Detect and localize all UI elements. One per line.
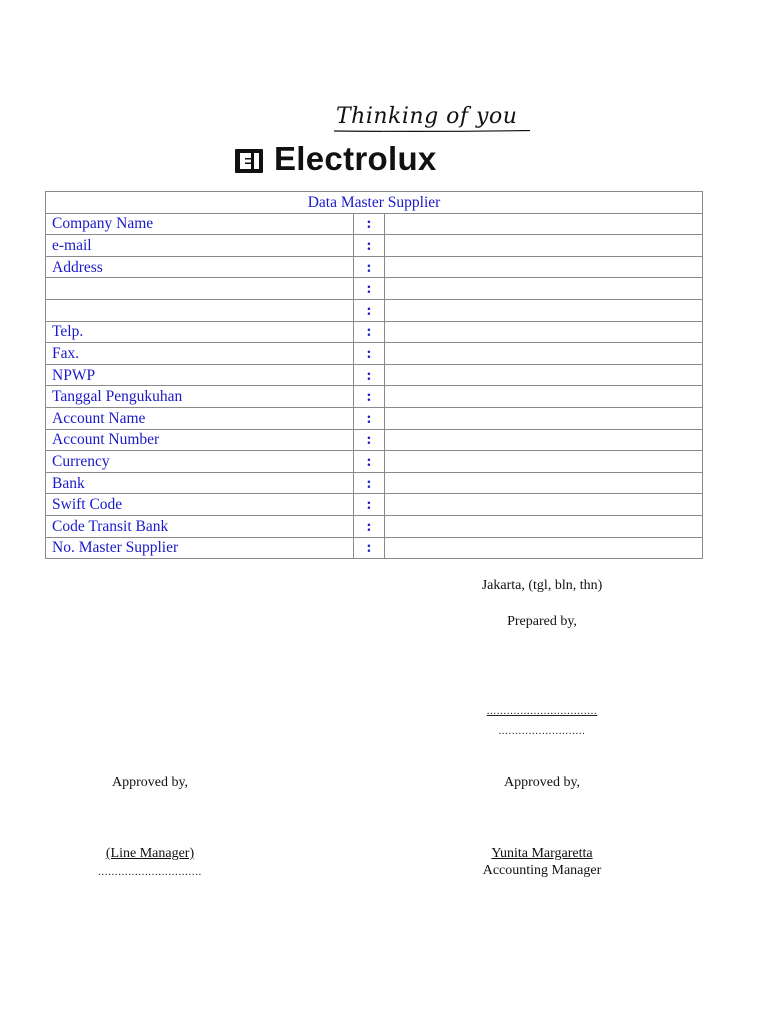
table-title: Data Master Supplier xyxy=(46,192,703,214)
field-label: Company Name xyxy=(46,213,354,235)
field-value[interactable] xyxy=(385,213,703,235)
tagline-swoosh xyxy=(334,130,530,132)
accounting-manager-title: Accounting Manager xyxy=(482,863,602,878)
table-row xyxy=(46,429,703,451)
field-label: Currency xyxy=(46,451,354,473)
tagline: Thinking of you xyxy=(336,104,518,129)
field-separator: : xyxy=(354,494,385,516)
field-value[interactable] xyxy=(385,364,703,386)
table-row xyxy=(46,407,703,429)
field-value[interactable] xyxy=(385,321,703,343)
field-separator: : xyxy=(354,407,385,429)
table-row xyxy=(46,494,703,516)
table-row xyxy=(46,278,703,300)
field-label: Account Name xyxy=(46,407,354,429)
field-value[interactable] xyxy=(385,407,703,429)
field-value[interactable] xyxy=(385,278,703,300)
approved-by-left-label: Approved by, xyxy=(111,775,189,790)
table-row xyxy=(46,299,703,321)
field-separator: : xyxy=(354,213,385,235)
field-separator: : xyxy=(354,278,385,300)
field-label: e-mail xyxy=(46,235,354,257)
table-row xyxy=(46,472,703,494)
table-row xyxy=(46,213,703,235)
field-label xyxy=(46,299,354,321)
field-separator: : xyxy=(354,299,385,321)
field-separator: : xyxy=(354,256,385,278)
line-manager-name: (Line Manager) xyxy=(105,846,195,861)
field-label: Tanggal Pengukuhan xyxy=(46,386,354,408)
prepared-by-label: Prepared by, xyxy=(507,614,577,629)
supplier-data-table xyxy=(45,191,703,559)
table-row xyxy=(46,256,703,278)
field-value[interactable] xyxy=(385,343,703,365)
table-title-row xyxy=(46,192,703,214)
field-value[interactable] xyxy=(385,256,703,278)
field-label: Account Number xyxy=(46,429,354,451)
field-value[interactable] xyxy=(385,235,703,257)
table-row xyxy=(46,537,703,559)
field-separator: : xyxy=(354,537,385,559)
table-row xyxy=(46,235,703,257)
field-label: NPWP xyxy=(46,364,354,386)
field-separator: : xyxy=(354,343,385,365)
field-value[interactable] xyxy=(385,537,703,559)
field-separator: : xyxy=(354,235,385,257)
brand-name: Electrolux xyxy=(274,140,437,177)
field-separator: : xyxy=(354,321,385,343)
line-manager-title-line: ............................... xyxy=(98,866,202,878)
place-date: Jakarta, (tgl, bln, thn) xyxy=(481,578,603,593)
field-label: No. Master Supplier xyxy=(46,537,354,559)
field-label: Swift Code xyxy=(46,494,354,516)
approved-by-right-label: Approved by, xyxy=(503,775,581,790)
field-label: Fax. xyxy=(46,343,354,365)
field-label: Telp. xyxy=(46,321,354,343)
field-value[interactable] xyxy=(385,515,703,537)
field-value[interactable] xyxy=(385,451,703,473)
field-separator: : xyxy=(354,472,385,494)
accounting-manager-name: Yunita Margaretta xyxy=(491,846,593,861)
field-separator: : xyxy=(354,515,385,537)
table-row xyxy=(46,451,703,473)
field-separator: : xyxy=(354,451,385,473)
field-separator: : xyxy=(354,386,385,408)
field-separator: : xyxy=(354,364,385,386)
field-value[interactable] xyxy=(385,299,703,321)
table-row xyxy=(46,364,703,386)
field-value[interactable] xyxy=(385,494,703,516)
field-separator: : xyxy=(354,429,385,451)
table-row xyxy=(46,343,703,365)
prepared-signature-line: ................................. xyxy=(486,705,598,717)
electrolux-mark-icon xyxy=(234,148,264,174)
field-value[interactable] xyxy=(385,386,703,408)
field-value[interactable] xyxy=(385,429,703,451)
table-row xyxy=(46,321,703,343)
field-label: Code Transit Bank xyxy=(46,515,354,537)
field-label: Bank xyxy=(46,472,354,494)
field-label xyxy=(46,278,354,300)
table-row xyxy=(46,515,703,537)
field-label: Address xyxy=(46,256,354,278)
table-row xyxy=(46,386,703,408)
electrolux-logo xyxy=(234,100,534,180)
prepared-title-line: .......................... xyxy=(498,725,586,737)
field-value[interactable] xyxy=(385,472,703,494)
